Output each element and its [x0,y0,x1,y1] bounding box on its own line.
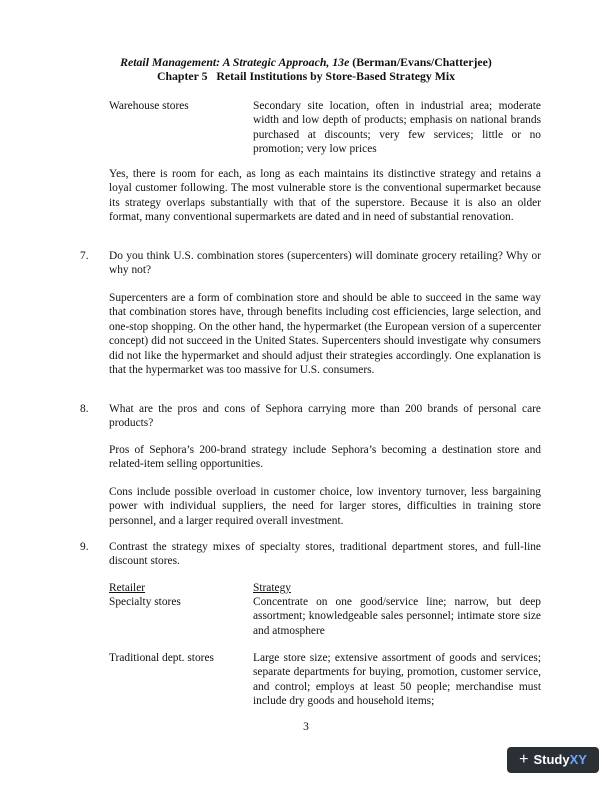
warehouse-label: Warehouse stores [109,100,189,112]
table-row-retailer: Specialty stores [109,596,181,608]
chapter-title: Chapter 5 Retail Institutions by Store-Based Strategy Mix [156,69,456,83]
warehouse-description: Secondary site location, often in industrial area; moderate width and low depth of products; emphasis on national brands purchased at discounts; very few services; little or no promotion; very low prices [253,100,541,156]
book-authors: (Berman/Evans/Chatterjee) [352,55,492,69]
table-header-strategy: Strategy [253,582,291,594]
answer-8-cons: Cons include possible overload in customer choice, low inventory turnover, less bargaining power with individual suppliers, the need for larger stores, difficulties in training store personnel, and a larger required overall investment. [109,486,541,527]
answer-8-pros: Pros of Sephora’s 200-brand strategy include Sephora’s becoming a destination store and related-item selling opportunities. [109,444,541,471]
book-title-line [0,55,612,69]
plus-sparkle-icon: + [519,751,529,768]
table-row-strategy: Concentrate on one good/service line; narrow, but deep assortment; knowledgeable sales personnel; intimate store size and atmosphere [253,596,541,637]
page-number: 3 [303,721,309,733]
question-9-text: Contrast the strategy mixes of specialty stores, traditional department stores, and full-line discount stores. [109,541,541,568]
table-header-retailer: Retailer [109,582,146,594]
studyxy-badge[interactable] [507,747,599,773]
question-8-number: 8. [80,403,89,415]
badge-brand: StudyXY [533,751,587,767]
question-8-text: What are the pros and cons of Sephora carrying more than 200 brands of personal care products? [109,403,541,430]
answer-7-text: Supercenters are a form of combination store and should be able to succeed in the same way that combination stores have, through benefits including cost efficiencies, large selection, and one-stop shopping. On the other hand, the hypermarket (the European version of a supercenter concept) did not succeed in the United States. Supercenters should investigate why consumers did not like the hypermarket and should adjust their strategies accordingly. One explanation is that the hypermarket was too massive for U.S. consumers. [109,292,541,377]
book-title: Retail Management: A Strategic Approach, 13e [120,55,350,69]
answer-6-tail: Yes, there is room for each, as long as each maintains its distinctive strategy and retains a loyal customer following. The most vulnerable store is the conventional supermarket because its strategy overlaps substantially with that of the superstore. Because it is also an older format, many conventional supermarkets are dated and in need of substantial renovation. [109,168,541,224]
table-row-retailer: Traditional dept. stores [109,652,214,664]
question-7-text: Do you think U.S. combination stores (supercenters) will dominate grocery retailing? Why or why not? [109,250,541,277]
question-9-number: 9. [80,541,89,553]
question-7-number: 7. [80,250,89,262]
table-row-strategy: Large store size; extensive assortment of goods and services; separate departments for buying, promotion, customer service, and control; employs at least 50 people; merchandise must include dry goods and household items; [253,652,541,708]
